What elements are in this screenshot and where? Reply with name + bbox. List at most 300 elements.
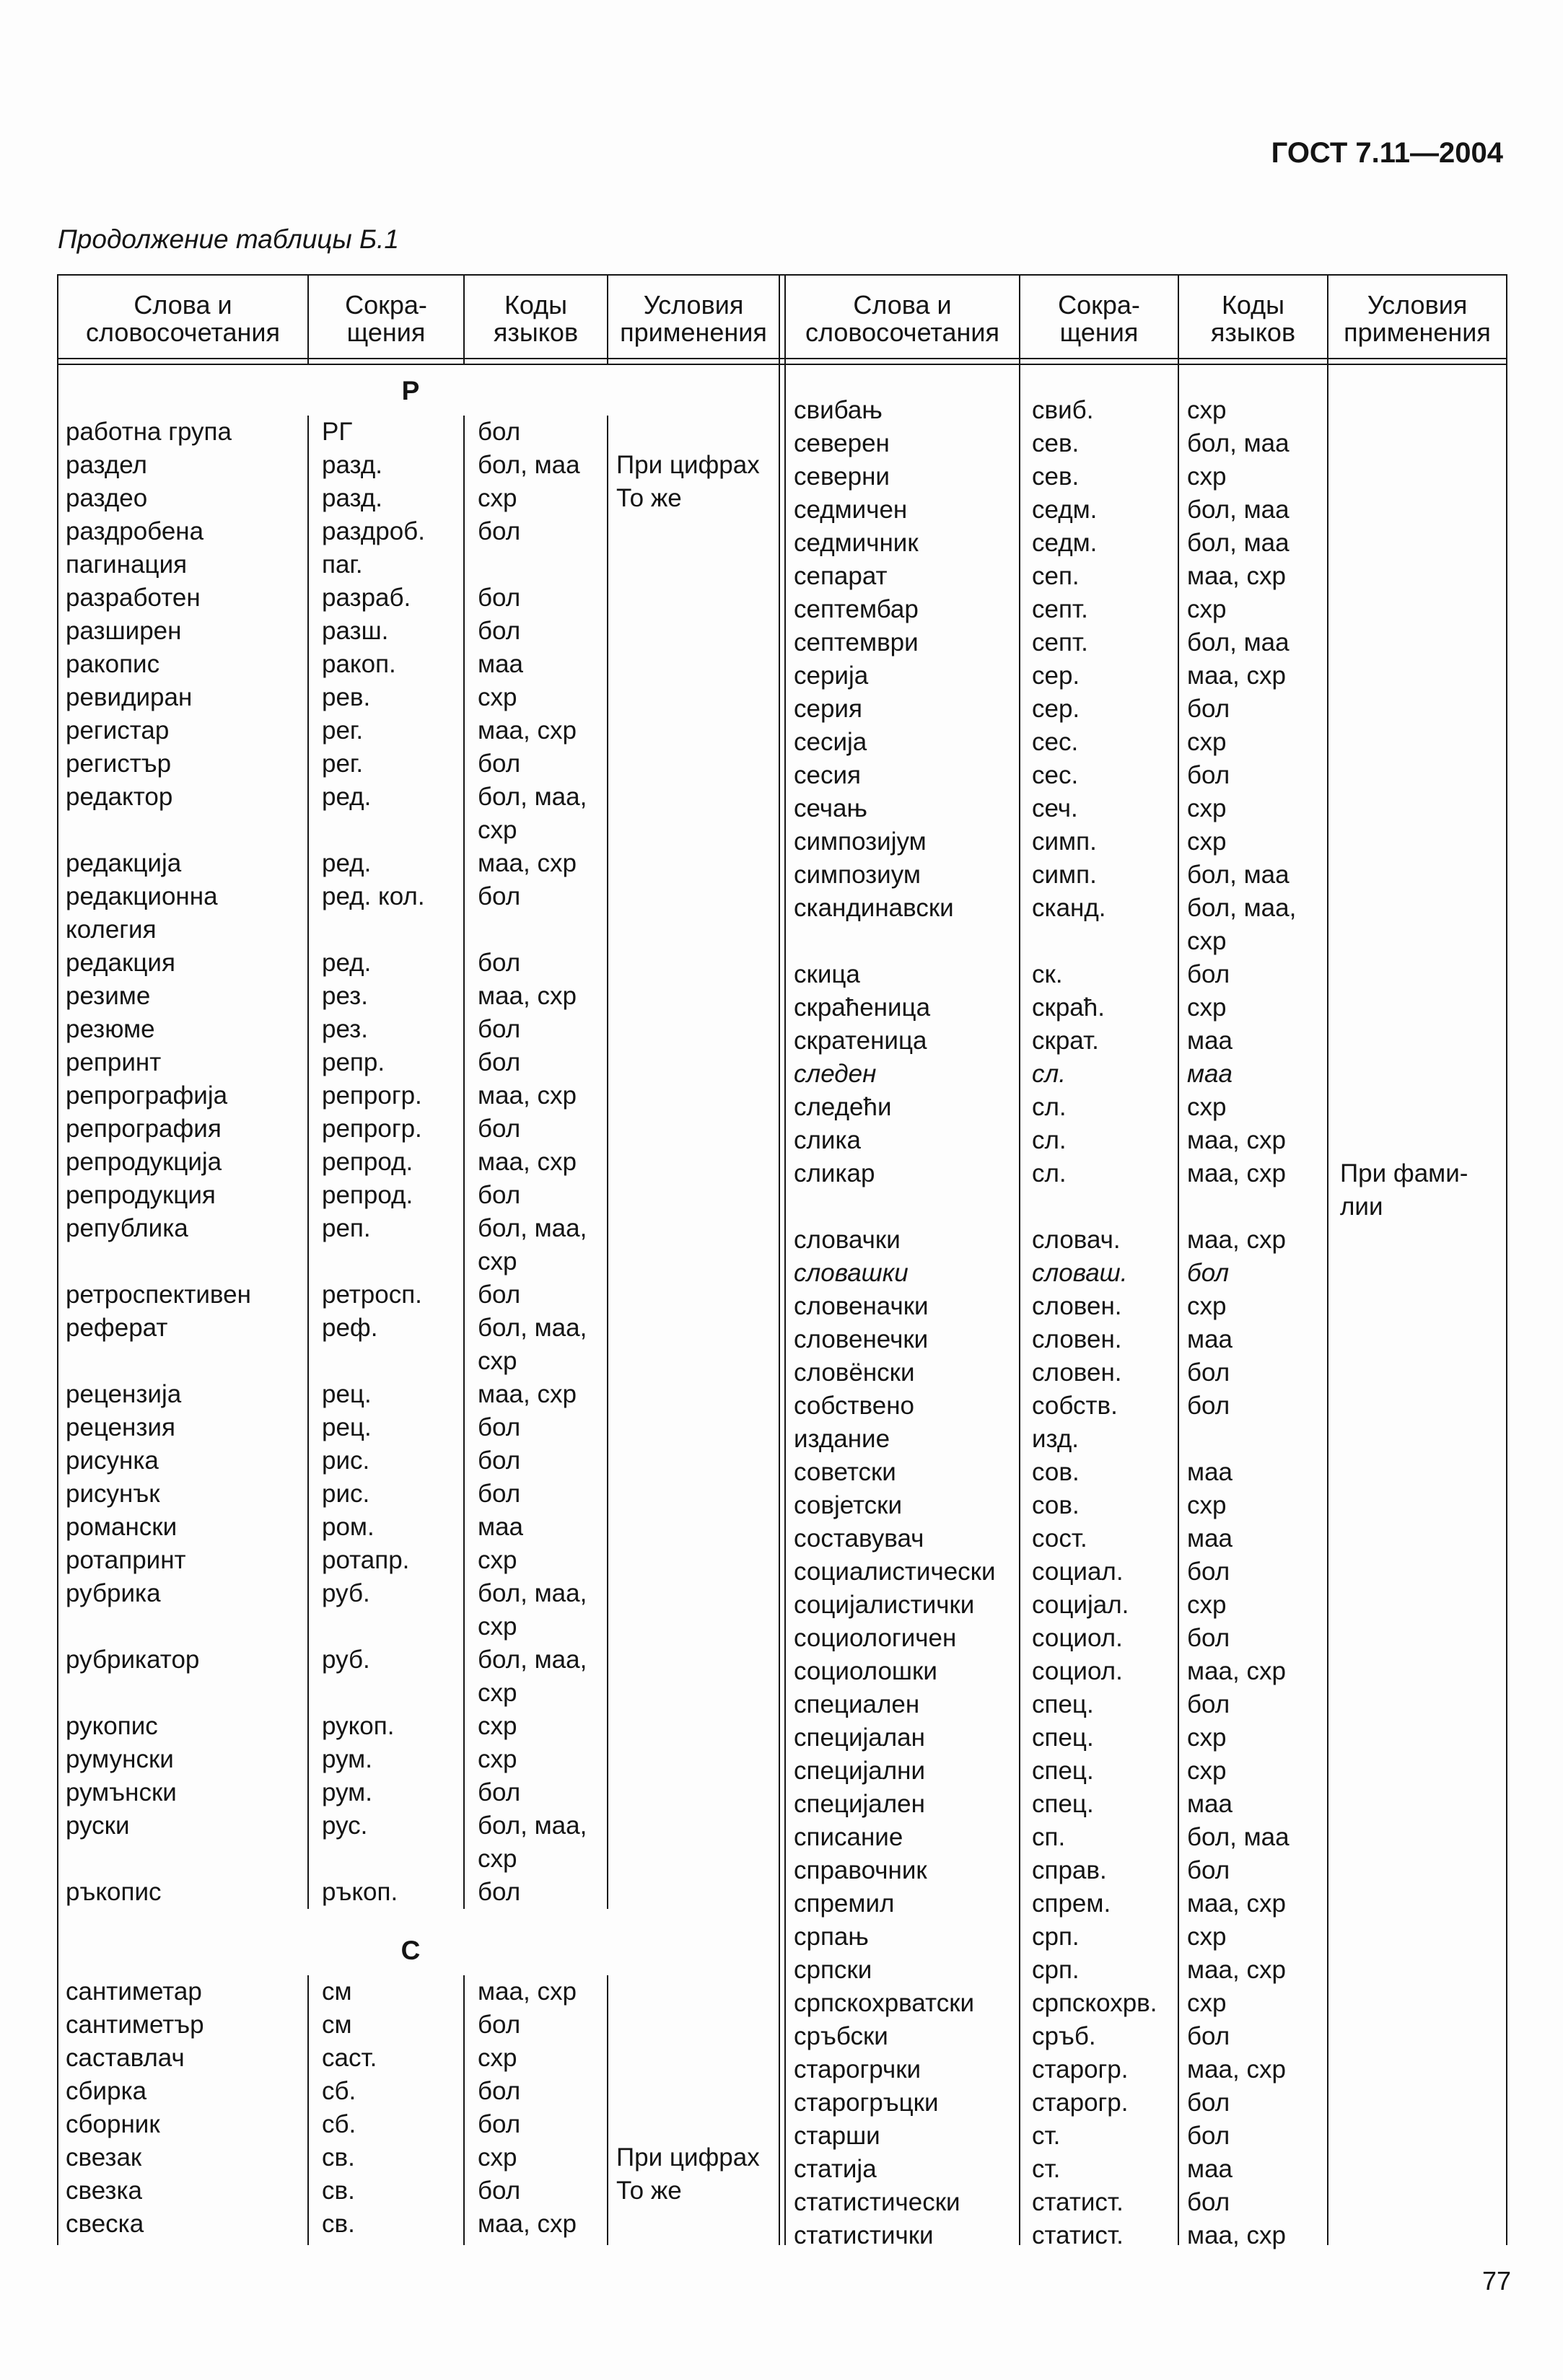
column-rule (463, 1975, 465, 2246)
abbreviation-cell: сб. (322, 2076, 356, 2105)
term-cell: статија (794, 2155, 877, 2183)
abbreviation-cell: сеп. (1032, 562, 1080, 590)
language-codes-cell: бол (478, 2010, 521, 2039)
abbreviation-cell: репрогр. (322, 1114, 422, 1143)
language-codes-cell: бол (478, 882, 521, 910)
table-row (58, 1809, 779, 1876)
table-row (58, 1743, 779, 1776)
language-codes-cell: бол (478, 417, 521, 446)
abbreviation-cell: сев. (1032, 429, 1080, 457)
term-cell: скратеница (794, 1027, 927, 1055)
table-row (58, 1511, 779, 1544)
term-cell: словачки (794, 1226, 901, 1254)
abbreviation-cell: репрод. (322, 1147, 413, 1176)
language-codes-cell: схр (478, 1247, 517, 1275)
column-header-language-codes (1178, 291, 1328, 346)
table-row (785, 1555, 1507, 1589)
language-codes-cell: бол (478, 2176, 521, 2205)
column-header-line: словосочетания (805, 317, 999, 347)
table-row (58, 847, 779, 880)
table-row (58, 781, 779, 847)
table-row (785, 1091, 1507, 1124)
abbreviation-cell: српскохрв. (1032, 1989, 1157, 2017)
language-codes-cell: маа (1187, 1027, 1233, 1055)
abbreviation-cell: св. (322, 2176, 355, 2205)
term-cell: сбирка (66, 2076, 147, 2105)
column-rule (307, 1975, 309, 2246)
term-cell: разширен (66, 616, 182, 645)
language-codes-cell: бол (478, 517, 521, 545)
abbreviation-cell: социол. (1032, 1657, 1123, 1685)
term-cell: репрография (66, 1114, 222, 1143)
term-cell: скраћеница (794, 993, 931, 1022)
table-row (785, 892, 1507, 958)
term-cell: собствено (794, 1392, 915, 1420)
language-codes-cell: бол, маа, (478, 1811, 587, 1840)
letter-heading: С (400, 1935, 421, 1965)
abbreviation-cell: симп. (1032, 827, 1097, 856)
term-cell: рубрикатор (66, 1645, 200, 1674)
language-codes-cell: бол (478, 1180, 521, 1209)
table-row (58, 2042, 779, 2075)
language-codes-cell: бол, маа (1187, 628, 1290, 657)
term-cell: словенечки (794, 1325, 929, 1353)
language-codes-cell: схр (1187, 1923, 1227, 1951)
abbreviation-cell: рум. (322, 1744, 372, 1773)
term-cell: раздел (66, 450, 147, 479)
abbreviation-cell: словен. (1032, 1292, 1122, 1320)
column-header-language-codes (464, 291, 608, 346)
abbreviation-cell: ред. кол. (322, 882, 425, 910)
language-codes-cell: бол (1187, 1358, 1230, 1387)
language-codes-cell: схр (1187, 462, 1227, 491)
table-row (58, 681, 779, 714)
term-cell: свеска (66, 2209, 144, 2238)
column-header-line: применения (1344, 317, 1491, 347)
term-cell: сесия (794, 761, 861, 789)
table-row (785, 2186, 1507, 2219)
table-row (58, 1643, 779, 1710)
table-row (58, 1179, 779, 1212)
abbreviation-cell: сп. (1032, 1823, 1066, 1851)
language-codes-cell: бол (1187, 761, 1230, 789)
language-codes-cell: маа, схр (1187, 1956, 1286, 1984)
term-cell: рецензия (66, 1413, 175, 1441)
table-row (58, 581, 779, 615)
term-cell: следен (794, 1060, 877, 1088)
language-codes-cell: бол (1187, 1856, 1230, 1884)
abbreviation-cell: рис. (322, 1446, 370, 1475)
term-cell: српскохрватски (794, 1989, 975, 2017)
language-codes-cell: бол, маа (478, 450, 580, 479)
term-cell: сантиметър (66, 2010, 204, 2039)
abbreviation-cell: реф. (322, 1313, 378, 1342)
table-row (785, 1224, 1507, 1257)
table-row (58, 482, 779, 515)
term-cell: септембар (794, 595, 919, 623)
term-cell: колегия (66, 915, 157, 944)
term-cell: свезка (66, 2176, 142, 2205)
abbreviation-cell: разш. (322, 616, 389, 645)
table-row (785, 2086, 1507, 2120)
table-row (785, 1024, 1507, 1058)
abbreviation-cell: социал. (1032, 1558, 1124, 1586)
abbreviation-cell: статист. (1032, 2221, 1124, 2249)
language-codes-cell: схр (478, 2143, 517, 2172)
abbreviation-cell: репрогр. (322, 1081, 422, 1110)
table-row (785, 626, 1507, 659)
abbreviation-cell: сов. (1032, 1491, 1080, 1519)
table-row (58, 1278, 779, 1312)
abbreviation-cell: раздроб. (322, 517, 425, 545)
abbreviation-cell: сл. (1032, 1093, 1067, 1121)
abbreviation-cell: срп. (1032, 1956, 1080, 1984)
abbreviation-cell: ск. (1032, 960, 1063, 988)
language-codes-cell: маа (1187, 1458, 1233, 1486)
term-cell: издание (794, 1425, 890, 1453)
language-codes-cell: схр (1187, 1989, 1227, 2017)
language-codes-cell: маа, схр (1187, 2221, 1286, 2249)
language-codes-cell: бол (478, 1446, 521, 1475)
table-row (58, 1312, 779, 1378)
language-codes-cell: бол (1187, 1690, 1230, 1718)
table-row (58, 515, 779, 581)
abbreviation-cell: словач. (1032, 1226, 1121, 1254)
abbreviation-cell: спец. (1032, 1790, 1094, 1818)
table-row (58, 1378, 779, 1411)
language-codes-cell: схр (478, 2043, 517, 2072)
language-codes-cell: схр (1187, 794, 1227, 822)
column-rule (607, 416, 608, 1909)
abbreviation-cell: старогр. (1032, 2055, 1129, 2083)
table-row (785, 1954, 1507, 1987)
abbreviation-cell: рус. (322, 1811, 368, 1840)
language-codes-cell: схр (1187, 595, 1227, 623)
abbreviation-cell: руб. (322, 1645, 370, 1674)
abbreviation-cell: св. (322, 2143, 355, 2172)
language-codes-cell: бол (478, 948, 521, 977)
abbreviation-cell: ретросп. (322, 1280, 422, 1309)
abbreviation-cell: репрод. (322, 1180, 413, 1209)
language-codes-cell: схр (478, 1744, 517, 1773)
term-cell: социалистически (794, 1558, 996, 1586)
term-cell: следећи (794, 1093, 892, 1121)
usage-conditions-cell: лии (1340, 1193, 1383, 1221)
term-cell: симпозијум (794, 827, 927, 856)
term-cell: сборник (66, 2109, 160, 2138)
abbreviation-cell: спрем. (1032, 1889, 1111, 1918)
language-codes-cell: бол (478, 1048, 521, 1076)
table-row (785, 958, 1507, 991)
abbreviation-cell: седм. (1032, 529, 1098, 557)
table-row (785, 792, 1507, 825)
abbreviation-cell: рез. (322, 1014, 368, 1043)
language-codes-cell: бол, маа, (1187, 894, 1297, 922)
term-cell: спремил (794, 1889, 895, 1918)
term-cell: ракопис (66, 649, 160, 678)
table-row (785, 1522, 1507, 1555)
table-row (785, 2020, 1507, 2053)
language-codes-cell: маа, схр (1187, 662, 1286, 690)
table-row (785, 1987, 1507, 2020)
abbreviation-cell: ст. (1032, 2155, 1061, 2183)
table-row (785, 2219, 1507, 2252)
language-codes-cell: бол, маа, (478, 1213, 587, 1242)
term-cell: редакция (66, 948, 175, 977)
table-row (58, 1710, 779, 1743)
term-cell: сечањ (794, 794, 867, 822)
language-codes-cell: схр (478, 1844, 517, 1873)
header-bottom-rule (58, 364, 1507, 365)
term-cell: сепарат (794, 562, 888, 590)
term-cell: работна група (66, 417, 232, 446)
table-row (785, 726, 1507, 759)
language-codes-cell: маа, схр (1187, 1657, 1286, 1685)
table-row (58, 1544, 779, 1577)
column-header-line: Коды (1221, 290, 1285, 320)
language-codes-cell: маа (1187, 1060, 1233, 1088)
abbreviation-cell: симп. (1032, 861, 1097, 889)
table-row (785, 1887, 1507, 1920)
term-cell: румунски (66, 1744, 174, 1773)
term-cell: разработен (66, 583, 201, 612)
term-cell: скица (794, 960, 860, 988)
table-row (58, 2108, 779, 2141)
language-codes-cell: бол (1187, 1624, 1230, 1652)
language-codes-cell: схр (1187, 827, 1227, 856)
abbreviation-cell: сев. (1032, 462, 1080, 491)
abbreviation-cell: рец. (322, 1413, 372, 1441)
table-row (58, 2208, 779, 2241)
language-codes-cell: схр (1187, 1292, 1227, 1320)
term-cell: ретроспективен (66, 1280, 251, 1309)
term-cell: справочник (794, 1856, 927, 1884)
language-codes-cell: схр (1187, 1093, 1227, 1121)
term-cell: свезак (66, 2143, 142, 2172)
term-cell: списание (794, 1823, 903, 1851)
table-row (785, 1389, 1507, 1456)
abbreviation-cell: ред. (322, 782, 372, 811)
abbreviation-cell: сост. (1032, 1524, 1087, 1553)
abbreviation-cell: ром. (322, 1512, 375, 1541)
abbreviation-cell: седм. (1032, 496, 1098, 524)
language-codes-cell: маа, схр (1187, 1226, 1286, 1254)
term-cell: сесија (794, 728, 867, 756)
language-codes-cell: маа, схр (478, 1081, 577, 1110)
abbreviation-cell: скрат. (1032, 1027, 1099, 1055)
abbreviation-cell: спец. (1032, 1757, 1094, 1785)
usage-conditions-cell: При цифрах (616, 2143, 760, 2172)
table-row (58, 2075, 779, 2108)
language-codes-cell: бол, маа (1187, 861, 1290, 889)
language-codes-cell: бол (1187, 2089, 1230, 2117)
table-row (58, 1112, 779, 1146)
table-row (58, 2141, 779, 2174)
abbreviation-cell: ракоп. (322, 649, 396, 678)
language-codes-cell: бол, маа (1187, 1823, 1290, 1851)
term-cell: резиме (66, 981, 151, 1010)
table-row (58, 416, 779, 449)
abbreviation-cell: сеч. (1032, 794, 1078, 822)
term-cell: редактор (66, 782, 173, 811)
language-codes-cell: маа, схр (1187, 2055, 1286, 2083)
term-cell: сръбски (794, 2022, 888, 2050)
term-cell: специјалан (794, 1723, 925, 1752)
language-codes-cell: бол (478, 1280, 521, 1309)
table-row (785, 693, 1507, 726)
term-cell: северен (794, 429, 890, 457)
abbreviation-cell: социјал. (1032, 1591, 1129, 1619)
language-codes-cell: бол (1187, 2022, 1230, 2050)
language-codes-cell: схр (1187, 1757, 1227, 1785)
language-codes-cell: бол, маа, (478, 1645, 587, 1674)
table-row (785, 1124, 1507, 1157)
term-cell: словашки (794, 1259, 909, 1287)
term-cell: седмичник (794, 529, 919, 557)
table-row (785, 2053, 1507, 2086)
table-row (785, 2120, 1507, 2153)
language-codes-cell: схр (478, 682, 517, 711)
column-header-line: Сокра- (345, 290, 427, 320)
abbreviation-cell: септ. (1032, 595, 1088, 623)
language-codes-cell: маа, схр (1187, 1159, 1286, 1187)
language-codes-cell: схр (478, 1545, 517, 1574)
column-header-conditions (608, 291, 779, 346)
term-cell: составувач (794, 1524, 924, 1553)
abbreviation-cell: ред. (322, 948, 372, 977)
language-codes-cell: маа (478, 1512, 523, 1541)
abbreviation-cell: срп. (1032, 1923, 1080, 1951)
language-codes-cell: бол (1187, 2188, 1230, 2216)
term-cell: серија (794, 662, 869, 690)
abbreviation-cell: справ. (1032, 1856, 1107, 1884)
table-row (785, 759, 1507, 792)
abbreviation-cell: рев. (322, 682, 371, 711)
term-cell: совјетски (794, 1491, 903, 1519)
language-codes-cell: схр (1187, 1723, 1227, 1752)
abbreviation-cell: социол. (1032, 1624, 1123, 1652)
abbreviation-cell: см (322, 1977, 352, 2006)
term-cell: раздео (66, 483, 148, 512)
language-codes-cell: бол, маа (1187, 529, 1290, 557)
language-codes-cell: маа, схр (478, 1977, 577, 2006)
column-header-words (58, 291, 308, 346)
column-header-line: щения (346, 317, 426, 347)
table-row (785, 527, 1507, 560)
language-codes-cell: бол (478, 1479, 521, 1508)
language-codes-cell: маа (1187, 1325, 1233, 1353)
term-cell: словёнски (794, 1358, 915, 1387)
table-row (58, 648, 779, 681)
language-codes-cell: бол (1187, 2122, 1230, 2150)
language-codes-cell: схр (1187, 1491, 1227, 1519)
term-cell: република (66, 1213, 188, 1242)
term-cell: сликар (794, 1159, 875, 1187)
language-codes-cell: бол (478, 1877, 521, 1906)
language-codes-cell: бол (1187, 1392, 1230, 1420)
abbreviation-cell: сес. (1032, 728, 1079, 756)
table-row (58, 2008, 779, 2042)
abbreviation-cell: сл. (1032, 1126, 1067, 1154)
language-codes-cell: маа, схр (478, 1379, 577, 1408)
table-row (785, 493, 1507, 527)
column-header-line: Сокра- (1058, 290, 1140, 320)
abbreviation-cell: септ. (1032, 628, 1088, 657)
term-cell: румънски (66, 1778, 177, 1806)
abbreviation-cell: саст. (322, 2043, 377, 2072)
language-codes-cell: схр (478, 1678, 517, 1707)
language-codes-cell: схр (478, 483, 517, 512)
abbreviation-cell: ст. (1032, 2122, 1061, 2150)
abbreviation-cell: рец. (322, 1379, 372, 1408)
language-codes-cell: схр (478, 1612, 517, 1641)
abbreviation-cell: изд. (1032, 1425, 1079, 1453)
column-header-line: языков (1210, 317, 1296, 347)
term-cell: советски (794, 1458, 896, 1486)
table-row (58, 980, 779, 1013)
table-row (785, 394, 1507, 427)
term-cell: словеначки (794, 1292, 929, 1320)
term-cell: романски (66, 1512, 178, 1541)
term-cell: рукопис (66, 1711, 158, 1740)
table-row (785, 859, 1507, 892)
column-header-line: Коды (504, 290, 568, 320)
table-row (58, 1876, 779, 1909)
table-row (58, 1577, 779, 1643)
table-row (785, 1788, 1507, 1821)
language-codes-cell: маа, схр (1187, 1889, 1286, 1918)
term-cell: ревидиран (66, 682, 193, 711)
table-row (785, 1920, 1507, 1954)
table-row (785, 560, 1507, 593)
term-cell: редакција (66, 848, 182, 877)
term-cell: реферат (66, 1313, 168, 1342)
abbreviation-cell: сер. (1032, 662, 1080, 690)
column-header-line: Условия (643, 290, 744, 320)
term-cell: рисунка (66, 1446, 159, 1475)
table-row (785, 659, 1507, 693)
table-row (785, 460, 1507, 493)
term-cell: регистър (66, 749, 172, 778)
table-row (785, 1655, 1507, 1688)
term-cell: репродукция (66, 1180, 216, 1209)
language-codes-cell: маа, схр (478, 848, 577, 877)
abbreviation-cell: паг. (322, 550, 363, 579)
abbreviation-cell: репр. (322, 1048, 385, 1076)
term-cell: специјален (794, 1790, 925, 1818)
table-row (785, 1854, 1507, 1887)
term-cell: репродукција (66, 1147, 222, 1176)
term-cell: рецензија (66, 1379, 182, 1408)
language-codes-cell: бол (478, 2109, 521, 2138)
table-row (785, 1721, 1507, 1755)
term-cell: статистички (794, 2221, 934, 2249)
language-codes-cell: маа, схр (478, 716, 577, 745)
term-cell: раздробена (66, 517, 204, 545)
abbreviation-cell: св. (322, 2209, 355, 2238)
letter-heading: Р (401, 375, 420, 405)
abbreviation-cell: статист. (1032, 2188, 1124, 2216)
language-codes-cell: маа (1187, 2155, 1233, 2183)
language-codes-cell: бол (1187, 960, 1230, 988)
term-cell: старогрчки (794, 2055, 921, 2083)
abbreviation-cell: спец. (1032, 1723, 1094, 1752)
table-row (785, 427, 1507, 460)
language-codes-cell: бол (478, 749, 521, 778)
language-codes-cell: маа (1187, 1524, 1233, 1553)
table-row (58, 1046, 779, 1079)
language-codes-cell: бол (478, 2076, 521, 2105)
